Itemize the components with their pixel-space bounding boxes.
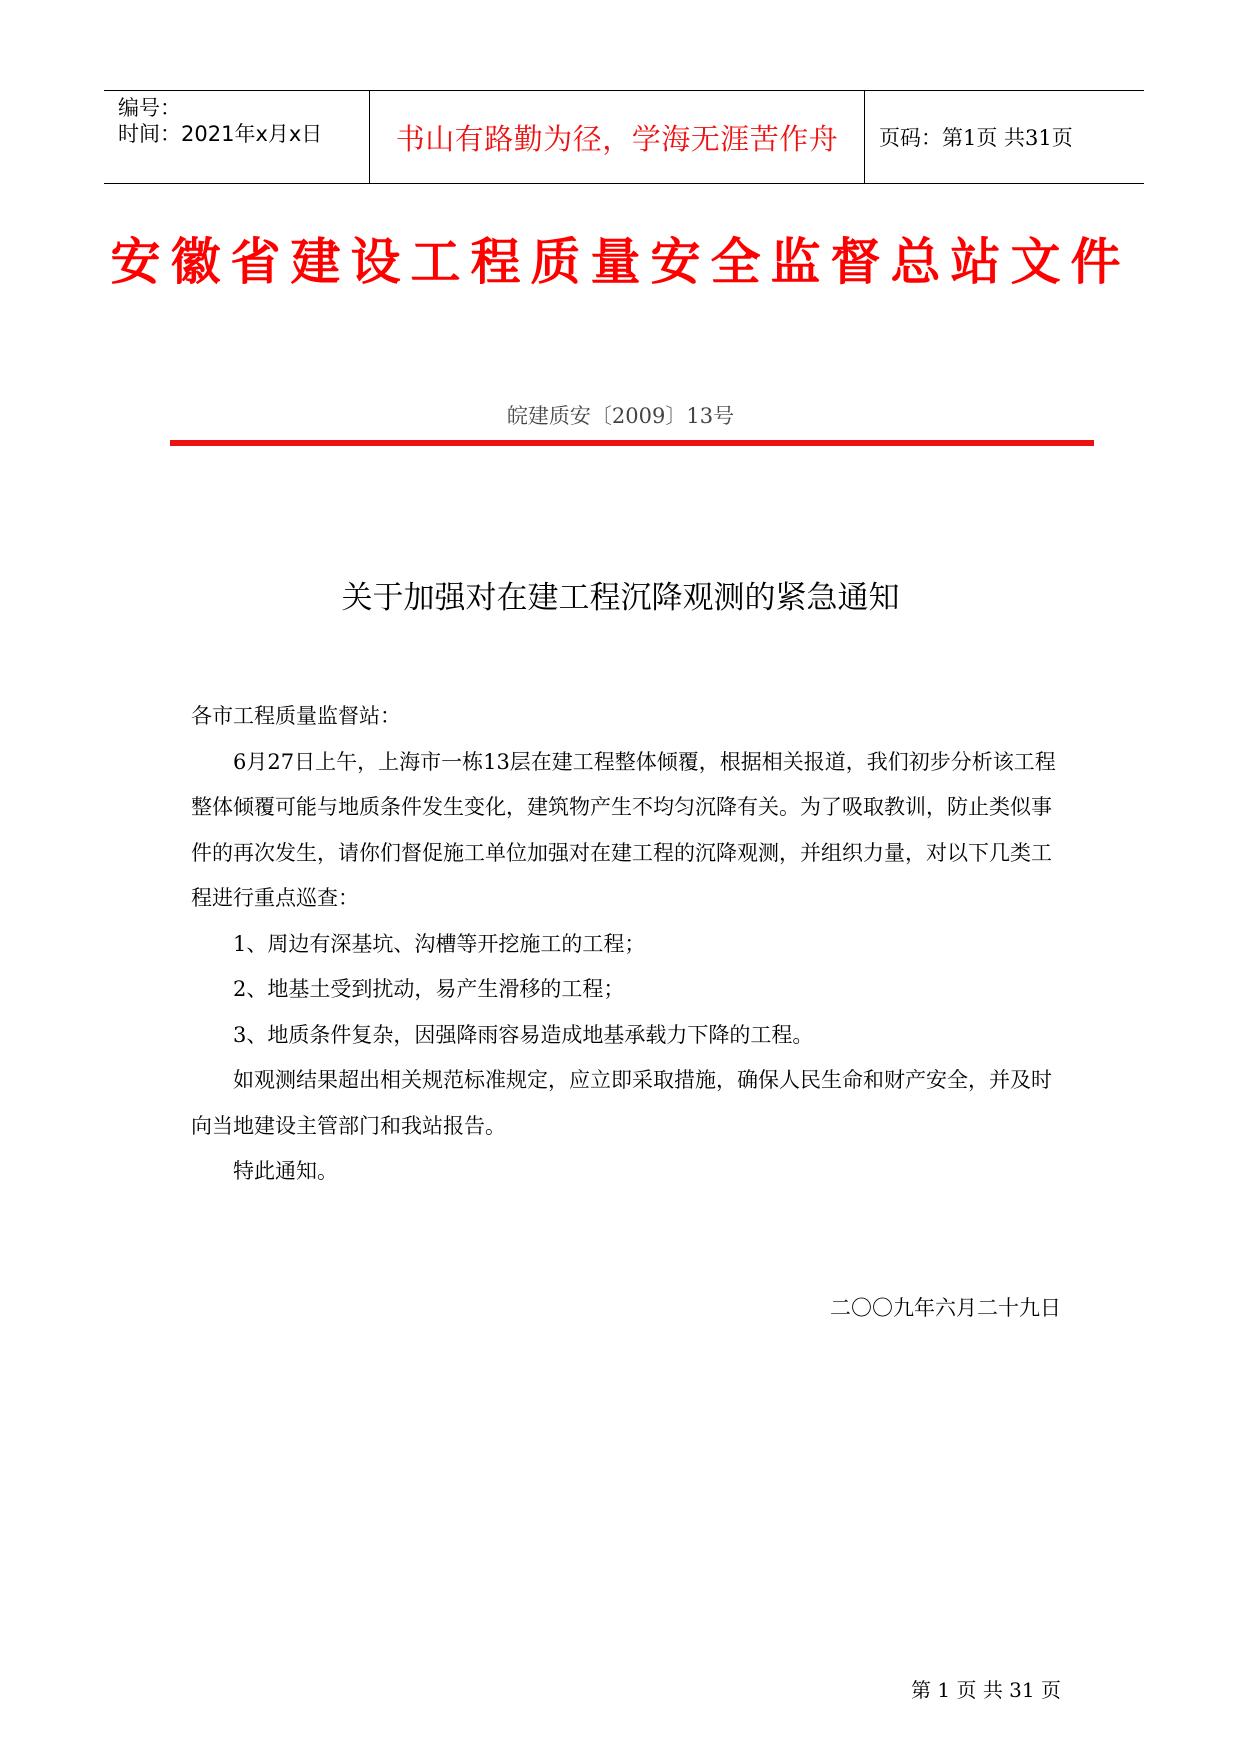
list-item: 1、周边有深基坑、沟槽等开挖施工的工程； [233,931,646,956]
header-meta-cell [104,91,370,183]
notice-title: 关于加强对在建工程沉降观测的紧急通知 [341,580,900,616]
serial-number-label: 编号： [118,96,181,120]
red-divider [170,440,1094,446]
paragraph-closing: 特此通知。 [233,1159,338,1183]
paragraph-intro: 6月27日上午，上海市一栋13层在建工程整体倾覆，根据相关报道，我们初步分析该工程整体倾覆可能与地质条件发生变化，建筑物产生不均匀沉降有关。为了吸取教训，防止类似事件的再次发生，请你们督促施工单位加强对在建工程的沉降观测，并组织力量，对以下几类工程进行重点巡查： [191,749,1056,910]
header-page-label: 页码：第1页 共31页 [879,126,1073,150]
salutation: 各市工程质量监督站： [191,704,401,728]
list-item: 2、地基土受到扰动，易产生滑移的工程； [233,977,625,1001]
page-header [104,90,1144,184]
header-motto: 书山有路勤为径，学海无涯苦作舟 [370,91,865,183]
list-item: 3、地质条件复杂，因强降雨容易造成地基承载力下降的工程。 [233,1022,814,1047]
document-number: 皖建质安〔2009〕13号 [506,404,735,428]
time-label: 时间：2021年x月x日 [118,122,323,146]
document-body [191,694,1061,1195]
document-date: 二〇〇九年六月二十九日 [830,1296,1061,1320]
org-title: 安徽省建设工程质量安全监督总站文件 [110,233,1131,291]
footer-page-number: 第 1 页 共 31 页 [911,1678,1061,1702]
paragraph-action: 如观测结果超出相关规范标准规定，应立即采取措施，确保人民生命和财产安全，并及时向当地建设主管部门和我站报告。 [191,1068,1052,1138]
